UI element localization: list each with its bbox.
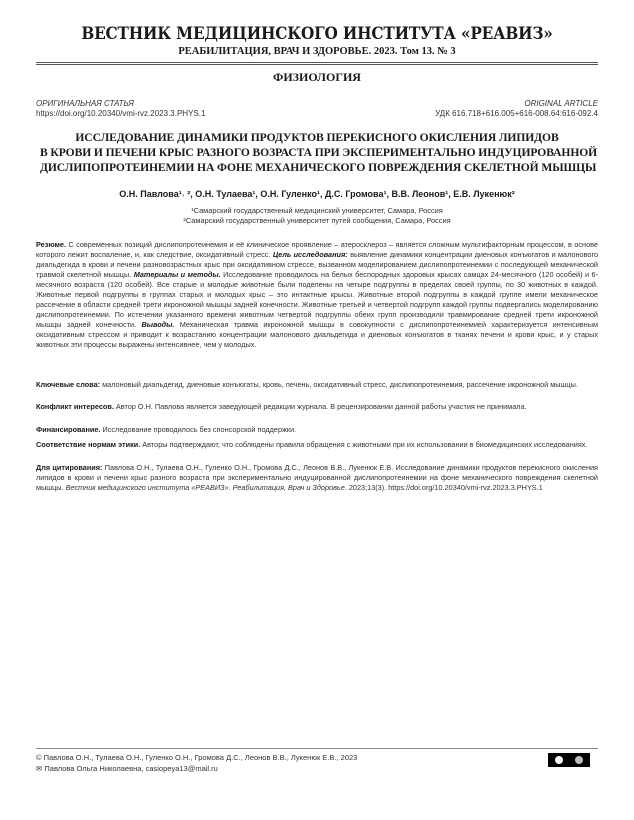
title-line: ДИСЛИПОПРОТЕИНЕМИИ НА ФОНЕ МЕХАНИЧЕСКОГО ПОВРЕЖДЕНИЯ СКЕЛЕТНОЙ МЫШЦЫ <box>40 161 597 174</box>
abstract-methods: Исследование проводилось на белых беспородных здоровых крысах самцах 24-месячного (120 особей) и 6-месячного возраста (120 особей). Все старые и молодые животные были поделены на четыре подгруппы в пределах своей группы, по 30 животных в каждой. Животные первой подгруппы в группах старых и молодых крыс – это интактные крысы. Животные второй подгруппы в каждой группе имели механическое рассечение в области средней трети икроножной мышцы задней конечности. Животные третьей и четвертой подгрупп каждой группы подвергались моделированию дислипопротеинемии. По истечении указанного времени животным четвертой подгруппы обеих групп производили травмирование средней трети икроножной мышцы задней конечности. <box>36 270 599 329</box>
funding-text: Исследование проводилось без спонсорской поддержки. <box>102 425 297 434</box>
contact-email[interactable]: casiopeya13@mail.ru <box>145 764 218 773</box>
contact-name: Павлова Ольга Николаевна, <box>44 764 144 773</box>
abstract-aim: выявление динамики концентрации диеновых конъюгатов и малонового диальдегида в крови и печени разновозрастных крыс при оксидативном стрессе, вызванном моделированием дислипопротеинемии с последующей механической травмой скелетной мышцы. <box>36 250 599 279</box>
cc-icon <box>555 756 563 764</box>
udk-code: УДК 616.718+616.005+616-008.64:616-092.4 <box>435 109 598 118</box>
funding-label: Финансирование. <box>36 425 101 434</box>
citation <box>36 463 598 493</box>
article-type-label-en: ORIGINAL ARTICLE <box>524 99 598 108</box>
envelope-icon: ✉ <box>36 764 43 773</box>
header-rule <box>36 64 598 65</box>
keywords <box>36 380 598 390</box>
journal-subtitle: РЕАБИЛИТАЦИЯ, ВРАЧ И ЗДОРОВЬЕ. 2023. Том 13. № 3 <box>178 46 456 57</box>
copyright: © Павлова О.Н., Тулаева О.Н., Гуленко О.Н., Громова Д.С., Леонов В.В., Лукенюк Е.В., 2023 <box>36 753 358 762</box>
article-type-label: ОРИГИНАЛЬНАЯ СТАТЬЯ <box>36 99 134 108</box>
article-meta-right <box>435 99 598 119</box>
keywords-label: Ключевые слова: <box>36 380 101 389</box>
ethics <box>36 440 598 450</box>
citation-journal: Вестник медицинского института «РЕАВИЗ». Реабилитация, Врач и Здоровье. <box>65 483 347 492</box>
abstract <box>36 240 598 350</box>
abstract-findings: Механическая травма икроножной мышцы в совокупности с дислипопротеинемией характеризуется интенсивным оксидативным стрессом и приводит к возрастанию концентрации малонового диальдегида и диеновых конъюгатов в тканях печени и крови крыс, и у старых животных эти процессы выражены интенсивнее, чем у молодых. <box>36 320 598 349</box>
header-rule <box>36 62 598 63</box>
aim-label: Цель исследования: <box>272 250 348 259</box>
abstract-label: Резюме. <box>36 240 66 249</box>
section-heading: ФИЗИОЛОГИЯ <box>273 70 361 84</box>
article-meta-left <box>36 99 205 119</box>
affiliation: ²Самарский государственный университет путей сообщения, Самара, Россия <box>183 216 451 225</box>
findings-label: Выводы. <box>141 320 175 329</box>
corresponding-author <box>36 763 357 774</box>
citation-text: Павлова О.Н., Тулаева О.Н., Гуленко О.Н., Громова Д.С., Леонов В.В., Лукенюк Е.В. Исследование динамики продуктов перекисного окисления липидов в крови и печени крыс разного возраста при экспериментально индуцированной дислипопротеинемии на фоне механического повреждения скелетной мышцы. <box>36 463 599 492</box>
conflict-of-interest <box>36 402 598 412</box>
footer-rule <box>36 748 598 749</box>
conflict-text: Автор О.Н. Павлова является заведующей редакции журнала. В рецензировании данной работы участия не принимала. <box>115 402 527 411</box>
affiliation: ¹Самарский государственный медицинский университет, Самара, Россия <box>191 206 443 215</box>
ethics-text: Авторы подтверждают, что соблюдены правила обращения с животными при их использовании в биомедицинских исследованиях. <box>142 440 588 449</box>
footer <box>36 752 357 774</box>
author-list: О.Н. Павлова¹˒ ², О.Н. Тулаева¹, О.Н. Гуленко¹, Д.С. Громова¹, В.В. Леонов¹, Е.В. Лукенюк² <box>119 189 515 199</box>
by-icon <box>575 756 583 764</box>
keywords-text: малоновый диальдегид, диеновые конъюгаты, кровь, печень, оксидативный стресс, дислипопротеинемия, рассечение икроножной мышцы. <box>102 380 578 389</box>
methods-label: Материалы и методы. <box>133 270 221 279</box>
title-line: ИССЛЕДОВАНИЕ ДИНАМИКИ ПРОДУКТОВ ПЕРЕКИСНОГО ОКИСЛЕНИЯ ЛИПИДОВ <box>75 131 559 144</box>
abstract-intro: С современных позиций дислипопротеинемия и её клиническое проявление – атеросклероз – является сложным мультифакторным процессом, в основе которого лежит воспаление, и, как следствие, оксидативный стресс. <box>36 240 598 259</box>
conflict-label: Конфликт интересов. <box>36 402 114 411</box>
citation-label: Для цитирования: <box>36 463 103 472</box>
title-line: В КРОВИ И ПЕЧЕНИ КРЫС РАЗНОГО ВОЗРАСТА ПРИ ЭКСПЕРИМЕНТАЛЬНО ИНДУЦИРОВАННОЙ <box>40 146 598 159</box>
ethics-label: Соответствие нормам этики. <box>36 440 141 449</box>
cc-by-icon[interactable] <box>548 753 590 767</box>
doi-link[interactable]: https://doi.org/10.20340/vmi-rvz.2023.3.PHYS.1 <box>36 109 206 118</box>
citation-tail[interactable]: 2023;13(3). https://doi.org/10.20340/vmi-rvz.2023.3.PHYS.1 <box>348 483 543 492</box>
funding <box>36 425 598 435</box>
journal-title: ВЕСТНИК МЕДИЦИНСКОГО ИНСТИТУТА «РЕАВИЗ» <box>81 24 553 44</box>
article-title <box>40 130 598 175</box>
